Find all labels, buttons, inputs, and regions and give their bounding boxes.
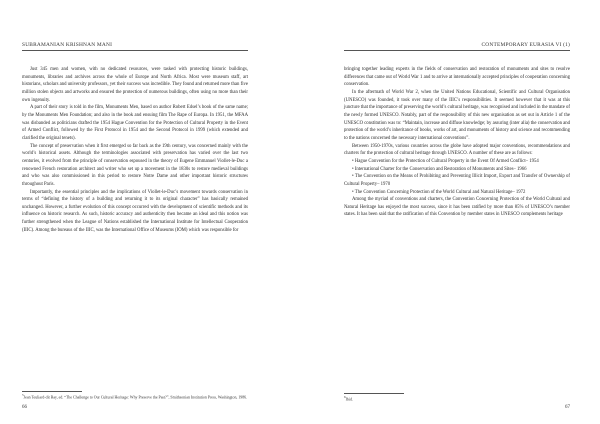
bullet-item: • The Convention on the Means of Prohibiting and Preventing Illicit Import, Export and Transfer of Ownership of Cultural Property– 1970 bbox=[344, 174, 570, 187]
running-head-left: SUBRAMANIAN KRISHNAN MANI bbox=[22, 42, 113, 48]
left-page bbox=[22, 0, 248, 424]
paragraph: Importantly, the essential principles and the implications of Viollet-le-Duc’s movement towards conservation in terms of “defining the history of a building and returning it to its original character” has basically remained unchanged. However, a further evolution of this concept occurred with the development of scientific methods and its influence on historic research. As such, historic accuracy and authenticity then became an ideal and this notion was further strengthened when the League of Nations established the International Institute for Intellectual Cooperation (IIIC). Among the bureaus of the IIIC, was the International Office of Museums (IOM) which was responsible for bbox=[22, 189, 248, 233]
paragraph: bringing together leading experts in the fields of conservation and restoration of monuments and sites to resolve differences that came out of World War 1 and to arrive at internationally accepted principles of cooperation concerning conservation. bbox=[344, 67, 570, 88]
bullet-item: • International Charter for the Conservation and Restoration of Monuments and Sites– 1966 bbox=[352, 166, 527, 172]
footnote-mark: 6 bbox=[344, 395, 346, 399]
footnote-text: Jean Teuliard-dit Ray, ed. “The Challenge to Our Cultural Heritage: Why Preserve the Past?”, Smithsonian Institution Press, Washington, 1986. bbox=[23, 395, 248, 400]
paragraph: Among the myriad of conventions and charters, the Convention Concerning Protection of the World Cultural and Natural Heritage has enjoyed the most success, since it has been ratified by more than 85% of UNESCO’s member states. It has been said that the ratification of this Convention by member states in UNESCO complements heritage bbox=[344, 197, 570, 218]
page-number-right: 67 bbox=[565, 405, 570, 410]
paragraph: Between 1950-1970s, various countries across the globe have adopted major conventions, recommendations and charters for the protection of cultural heritage through UNESCO. A number of these are as follows: bbox=[344, 143, 570, 157]
footnote-right bbox=[344, 395, 570, 402]
paragraph: A part of their story is told in the film, Monuments Men, based on author Robert Edsel’s book of the same name; by the Monuments Men Foundation; and also in the book and ensuing film The Rape of Europa. In 1951, the MFAA was disbanded as politicians drafted the 1954 Hague Convention for the Protection of Cultural Property in the Event of Armed Conflict, followed by the First Protocol in 1954 and the Second Protocol in 1999 (which extended and clarified the original tenets). bbox=[22, 105, 248, 141]
paragraph: In the aftermath of World War 2, when the United Nations Educational, Scientific and Cultural Organisation (UNESCO) was founded, it took over many of the IIIC’s responsibilities. It seemed however that it was at this juncture that the importance of preserving the world’s cultural heritage, was recognised and included in the mandate of the newly formed UNESCO. Notably, part of the responsibility of this new organisation as set out in Article 1 of the UNESCO constitution was to: “Maintain, increase and diffuse knowledge; by assuring (inter alia) the conservation and protection of the world’s inheritance of books, works of art, and monuments of history and science and recommending to the nations concerned the necessary international conventions”. bbox=[344, 89, 571, 141]
page-number-left: 66 bbox=[22, 405, 27, 410]
paragraph: Just 345 men and women, with no dedicated resources, were tasked with protecting historic buildings, monuments, libraries and archives across the whole of Europe and North Africa. Most were museum staff, art historians, scholars and university professors, yet their success was incredible. They found and returned more than five million stolen objects and artworks and ensured the protection of numerous buildings, often using no more than their own ingenuity. bbox=[22, 67, 248, 103]
header-rule-left bbox=[22, 50, 248, 51]
footnote-rule-left bbox=[22, 391, 82, 392]
bullet-item: • Hague Convention for the Protection of Cultural Property in the Event Of Armed Conflict– 1954 bbox=[352, 158, 539, 164]
left-body-text bbox=[22, 66, 248, 234]
footnote-mark: 5 bbox=[22, 393, 24, 397]
footnote-rule-right bbox=[344, 393, 404, 394]
right-page bbox=[344, 0, 570, 424]
running-head-right: CONTEMPORARY EURASIA VI (1) bbox=[481, 42, 570, 48]
paragraph: The concept of preservation when it first emerged so far back as the 19th century, was concerned mainly with the world’s historical assets. Although the terminologies associated with preservation has varied over the last two centuries, it evolved from the principle of conservation espoused in the theory of Eugene Emmanuel Viollet-le-Duc a renowned French restoration architect and writer who set up a movement in the 1830s to restore medieval buildings and who was also commissioned in this period to restore Notre Dame and other important historic structures throughout Paris. bbox=[22, 143, 248, 187]
header-rule-right bbox=[344, 50, 570, 51]
footnote-left bbox=[22, 393, 248, 400]
right-body-text bbox=[344, 66, 570, 219]
bullet-item: • The Convention Concerning Protection of the World Cultural and Natural Heritage– 1972 bbox=[352, 189, 526, 195]
footnote-text: Ibid. bbox=[345, 397, 353, 402]
